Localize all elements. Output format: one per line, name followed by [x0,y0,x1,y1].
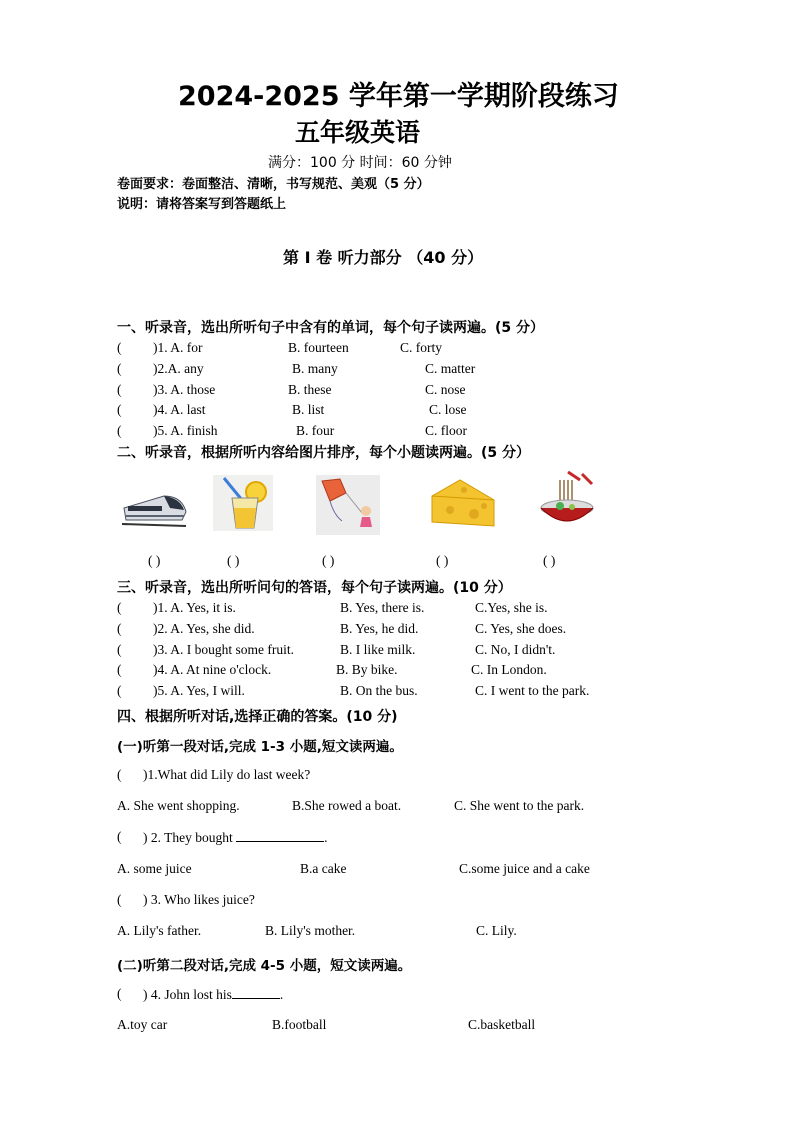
question-option-c: C. Yes, she does. [475,621,567,636]
question-option-b: B. these [288,382,332,397]
section-3-title: 三、听录音，选出所听问句的答语，每个句子读两遍。(10 分） [117,580,512,596]
question-paren: ( [117,382,122,397]
question-paren: ( [117,361,122,376]
section-2-title: 二、听录音，根据所听内容给图片排序，每个小题读两遍。(5 分） [117,445,531,461]
question-option-a: )1. A. Yes, it is. [153,600,236,615]
question-paren: ( [117,621,122,636]
answer-blank [232,986,280,999]
section-4-title: 四、根据所听对话,选择正确的答案。(10 分) [117,709,398,725]
question-option-a: )2.A. any [153,361,204,376]
question-paren: ( [117,767,122,782]
image-answer-blank: ( ) [227,553,240,568]
image-answer-blank: ( ) [322,553,335,568]
question-option-c: C. forty [400,340,442,355]
question-option-c: C. No, I didn't. [475,642,556,657]
question-option-c: C. matter [425,361,476,376]
noodles-icon [538,470,596,530]
train-icon [120,486,188,532]
layout-requirement: 卷面要求：卷面整洁、清晰，书写规范、美观（5 分） [117,177,430,192]
image-answer-blank: ( ) [148,553,161,568]
question-option-a: A. She went shopping. [117,798,240,813]
answer-blank [236,829,324,842]
question-paren: ( [117,829,122,844]
question-option-c: C.basketball [468,1017,536,1032]
question-paren: ( [117,423,122,438]
question-option-a: )4. A. At nine o'clock. [153,662,272,677]
question-option-c: C. nose [425,382,466,397]
question-option-a: )2. A. Yes, she did. [153,621,255,636]
exam-meta: 满分：100 分 时间：60 分钟 [268,155,452,171]
question-stem-text: ) 4. John lost his [143,987,232,1002]
question-option-c: C. I went to the park. [475,683,590,698]
question-option-a: )3. A. those [153,382,216,397]
question-option-c: C. She went to the park. [454,798,585,813]
cheese-icon [430,476,496,530]
question-option-c: C.some juice and a cake [459,861,590,876]
question-option-c: C. lose [429,402,467,417]
question-paren: ( [117,402,122,417]
dialogue-1-title: (一)听第一段对话,完成 1-3 小题,短文读两遍。 [117,739,403,755]
question-paren: ( [117,642,122,657]
question-option-b: B.football [272,1017,327,1032]
question-paren: ( [117,662,122,677]
question-option-c: C. floor [425,423,467,438]
question-option-b: B. four [296,423,335,438]
question-option-b: B. On the bus. [340,683,418,698]
question-option-c: C. In London. [471,662,547,677]
question-option-b: B. fourteen [288,340,349,355]
question-option-b: B. Lily's mother. [265,923,356,938]
question-paren: ( [117,892,122,907]
page-subtitle: 五年级英语 [295,118,421,147]
question-option-a: A. Lily's father. [117,923,202,938]
part-title: 第 I 卷 听力部分 （40 分） [283,248,484,267]
question-option-b: B.a cake [300,861,347,876]
question-paren: ( [117,683,122,698]
page-title: 2024-2025 学年第一学期阶段练习 [178,81,619,112]
question-option-b: B. many [292,361,338,376]
question-option-b: B. By bike. [336,662,398,677]
question-option-a: )3. A. I bought some fruit. [153,642,294,657]
section-1-title: 一、听录音，选出所听句子中含有的单词，每个句子读两遍。(5 分） [117,320,545,336]
question-option-b: B.She rowed a boat. [292,798,402,813]
question-option-b: B. Yes, there is. [340,600,425,615]
question-option-b: B. Yes, he did. [340,621,419,636]
question-paren: ( [117,340,122,355]
question-option-a: A. some juice [117,861,192,876]
question-option-a: A.toy car [117,1017,168,1032]
question-option-b: B. I like milk. [340,642,416,657]
question-option-a: )5. A. Yes, I will. [153,683,245,698]
question-option-c: C. Lily. [476,923,517,938]
image-answer-blank: ( ) [543,553,556,568]
question-stem: ) 3. Who likes juice? [143,892,255,907]
question-option-c: C.Yes, she is. [475,600,548,615]
question-stem: ) 4. John lost his . [143,987,284,1002]
question-option-a: )4. A. last [153,402,206,417]
question-paren: ( [117,600,122,615]
image-answer-blank: ( ) [436,553,449,568]
dialogue-2-title: (二)听第二段对话,完成 4-5 小题，短文读两遍。 [117,958,412,974]
question-stem: ) 2. They bought . [143,830,328,845]
question-stem: )1.What did Lily do last week? [143,767,311,782]
question-option-b: B. list [292,402,325,417]
question-stem-text: ) 2. They bought [143,830,233,845]
kite-icon [316,475,380,535]
juice-icon [212,474,274,532]
question-paren: ( [117,986,122,1001]
question-option-a: )1. A. for [153,340,203,355]
instruction-note: 说明：请将答案写到答题纸上 [117,197,287,212]
question-option-a: )5. A. finish [153,423,218,438]
